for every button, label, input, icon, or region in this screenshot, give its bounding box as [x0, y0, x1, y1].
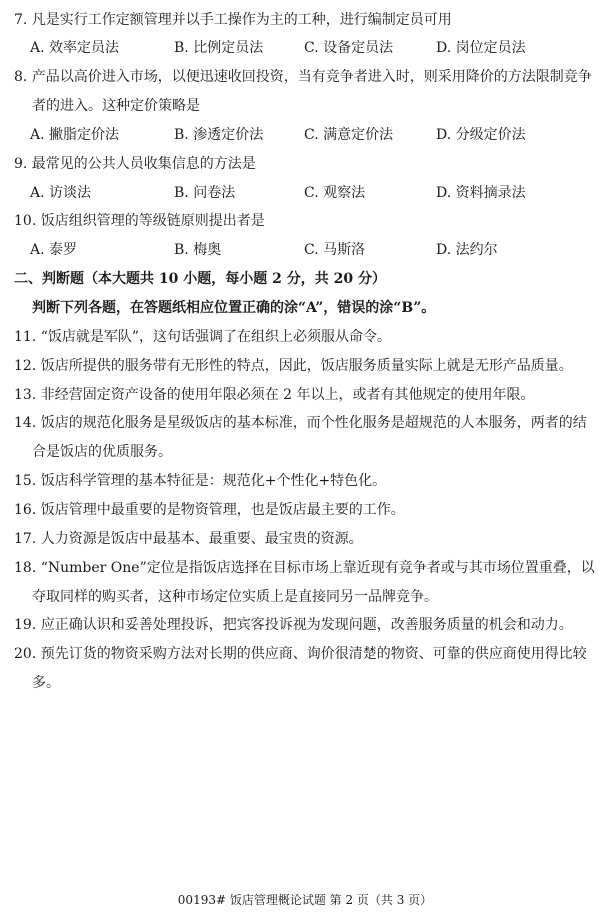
option-a: A. 访谈法	[30, 185, 92, 201]
section-instruction: 判断下列各题，在答题纸相应位置正确的涂“A”，错误的涂“B”。	[32, 300, 436, 316]
section-heading: 二、判断题（本大题共 10 小题，每小题 2 分，共 20 分）	[14, 271, 386, 287]
question-20-continued: 多。	[32, 675, 60, 691]
question-10-options	[30, 240, 600, 260]
question-11: 11. “饭店就是军队”，这句话强调了在组织上必须服从命令。	[14, 329, 392, 345]
option-b: B. 比例定员法	[174, 40, 264, 56]
option-b: B. 问卷法	[174, 185, 236, 201]
option-d: D. 资料摘录法	[436, 185, 526, 201]
question-9-stem: 9. 最常见的公共人员收集信息的方法是	[14, 156, 256, 172]
question-20: 20. 预先订货的物资采购方法对长期的供应商、询价很清楚的物资、可靠的供应商使用得比较	[14, 646, 587, 662]
question-7-stem: 7. 凡是实行工作定额管理并以手工操作为主的工种，进行编制定员可用	[14, 12, 452, 28]
option-d: D. 法约尔	[436, 242, 498, 258]
option-c: C. 满意定价法	[304, 127, 394, 143]
question-14-continued: 合是饭店的优质服务。	[32, 444, 172, 460]
question-7-options	[30, 38, 600, 58]
option-a: A. 泰罗	[30, 242, 78, 258]
question-10-stem: 10. 饭店组织管理的等级链原则提出者是	[14, 213, 265, 229]
option-b: B. 渗透定价法	[174, 127, 264, 143]
option-b: B. 梅奥	[174, 242, 222, 258]
option-c: C. 马斯洛	[304, 242, 366, 258]
question-18: 18. “Number One”定位是指饭店选择在目标市场上靠近现有竞争者或与其市场位置重叠，以	[14, 560, 595, 576]
question-12: 12. 饭店所提供的服务带有无形性的特点，因此，饭店服务质量实际上就是无形产品质量。	[14, 358, 573, 374]
question-19: 19. 应正确认识和妥善处理投诉，把宾客投诉视为发现问题，改善服务质量的机会和动力。	[14, 617, 573, 633]
question-13: 13. 非经营固定资产设备的使用年限必须在 2 年以上，或者有其他规定的使用年限。	[14, 387, 535, 403]
option-d: D. 分级定价法	[436, 127, 526, 143]
option-a: A. 效率定员法	[30, 40, 120, 56]
option-d: D. 岗位定员法	[436, 40, 526, 56]
option-c: C. 设备定员法	[304, 40, 394, 56]
option-c: C. 观察法	[304, 185, 366, 201]
question-8-stem-continued: 者的进入。这种定价策略是	[32, 98, 200, 114]
question-17: 17. 人力资源是饭店中最基本、最重要、最宝贵的资源。	[14, 531, 363, 547]
question-15: 15. 饭店科学管理的基本特征是：规范化+个性化+特色化。	[14, 473, 387, 489]
question-18-continued: 夺取同样的购买者，这种市场定位实质上是直接同另一品牌竞争。	[32, 589, 438, 605]
question-14: 14. 饭店的规范化服务是星级饭店的基本标准，而个性化服务是超规范的人本服务，两者的结	[14, 415, 587, 431]
question-16: 16. 饭店管理中最重要的是物资管理，也是饭店最主要的工作。	[14, 502, 405, 518]
page-footer: 00193# 饭店管理概论试题 第 2 页（共 3 页）	[177, 893, 433, 907]
question-8-options	[30, 125, 600, 145]
question-8-stem: 8. 产品以高价进入市场，以便迅速收回投资，当有竞争者进入时，则采用降价的方法限制竞争	[14, 69, 592, 85]
option-a: A. 撇脂定价法	[30, 127, 120, 143]
question-9-options	[30, 183, 600, 203]
